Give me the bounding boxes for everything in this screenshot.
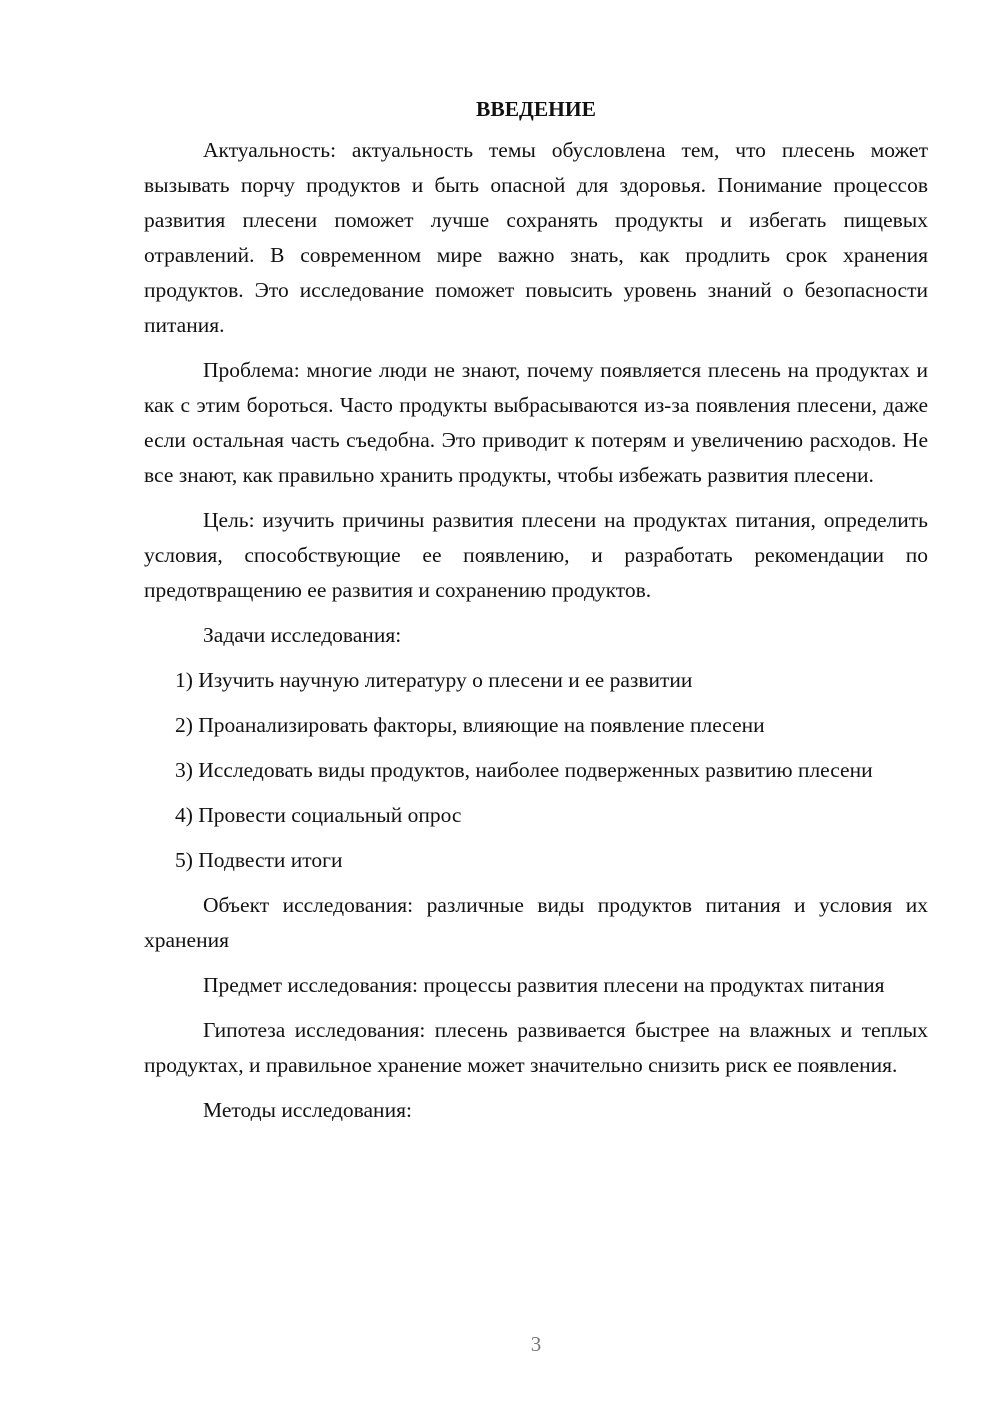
task-item-5: 5) Подвести итоги <box>175 848 343 872</box>
object-paragraph: Объект исследования: различные виды продуктов питания и условия их хранения <box>144 893 928 952</box>
section-heading: ВВЕДЕНИЕ <box>476 97 596 121</box>
task-item-4: 4) Провести социальный опрос <box>175 803 462 827</box>
page-body <box>144 92 928 1138</box>
methods-paragraph: Методы исследования: <box>203 1098 412 1122</box>
relevance-paragraph: Актуальность: актуальность темы обусловлена тем, что плесень может вызывать порчу продуктов и быть опасной для здоровья. Понимание процессов развития плесени поможет лучше сохранять продукты и избегать пищевых отравлений. В современном мире важно знать, как продлить срок хранения продуктов. Это исследование поможет повысить уровень знаний о безопасности питания. <box>144 138 928 337</box>
problem-paragraph: Проблема: многие люди не знают, почему появляется плесень на продуктах и как с этим бороться. Часто продукты выбрасываются из-за появления плесени, даже если остальная часть съедобна. Это приводит к потерям и увеличению расходов. Не все знают, как правильно хранить продукты, чтобы избежать развития плесени. <box>144 358 928 487</box>
task-item-2: 2) Проанализировать факторы, влияющие на появление плесени <box>175 713 765 737</box>
tasks-intro: Задачи исследования: <box>203 623 402 647</box>
subject-paragraph: Предмет исследования: процессы развития плесени на продуктах питания <box>203 973 885 997</box>
task-item-1: 1) Изучить научную литературу о плесени и ее развитии <box>175 668 693 692</box>
task-item-3: 3) Исследовать виды продуктов, наиболее подверженных развитию плесени <box>175 758 873 782</box>
goal-paragraph: Цель: изучить причины развития плесени на продуктах питания, определить условия, способствующие ее появлению, и разработать рекомендации по предотвращению ее развития и сохранению продуктов. <box>144 508 928 602</box>
page-number: 3 <box>530 1332 542 1356</box>
hypothesis-paragraph: Гипотеза исследования: плесень развивается быстрее на влажных и теплых продуктах, и правильное хранение может значительно снизить риск ее появления. <box>144 1018 928 1077</box>
